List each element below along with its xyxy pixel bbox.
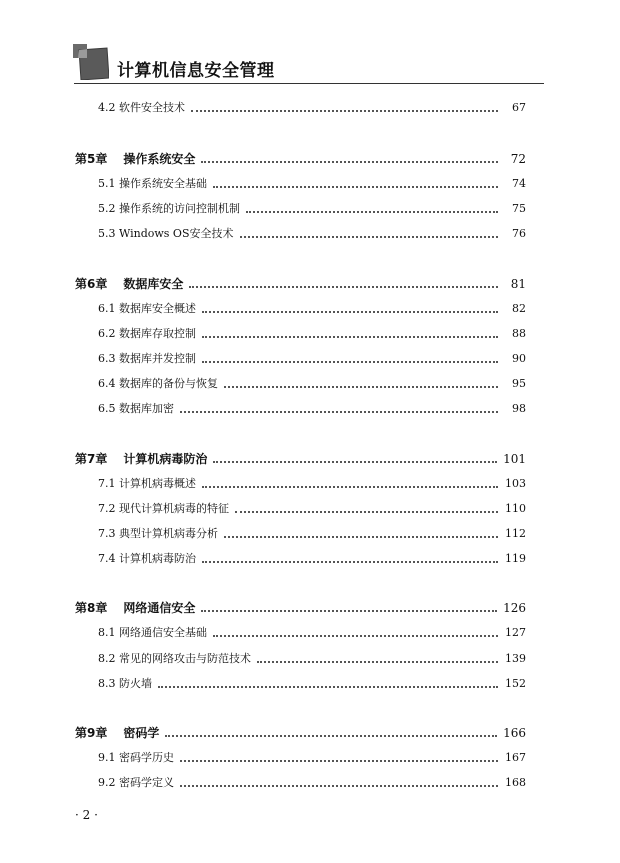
section-title: Windows OS安全技术 [119, 227, 234, 241]
section-page: 82 [512, 301, 526, 315]
section-number: 6.2 [98, 326, 116, 340]
toc-section-entry[interactable] [98, 548, 526, 566]
section-number: 4.2 [98, 101, 116, 114]
chapter-title: 计算机病毒防治 [123, 451, 208, 466]
toc-section-entry[interactable] [98, 673, 526, 691]
section-number: 5.2 [98, 202, 116, 216]
toc-section-entry[interactable] [98, 772, 526, 790]
toc-chapter-entry[interactable] [75, 148, 526, 166]
toc-chapter-entry[interactable] [75, 448, 526, 466]
section-page: 90 [512, 352, 526, 365]
section-number: 6.1 [98, 301, 116, 315]
section-title: 防火墙 [119, 676, 152, 690]
section-page: 74 [512, 177, 526, 190]
book-title: 计算机信息安全管理 [117, 61, 275, 81]
chapter-title: 网络通信安全 [123, 601, 196, 616]
section-label [98, 377, 218, 391]
header-divider [74, 83, 544, 84]
dot-leader [180, 785, 498, 787]
section-title: 数据库安全概述 [119, 301, 196, 315]
dot-leader [191, 110, 498, 112]
section-page: 112 [505, 527, 526, 540]
dot-leader [202, 311, 498, 313]
chapter-number: 第6章 [75, 276, 108, 291]
toc-section-entry[interactable] [98, 523, 526, 541]
section-page: 103 [505, 476, 526, 490]
section-title: 典型计算机病毒分析 [119, 527, 218, 540]
toc-section-entry[interactable] [98, 348, 526, 366]
toc-section-entry[interactable] [98, 473, 526, 491]
section-title: 操作系统安全基础 [119, 177, 207, 190]
dot-leader [180, 411, 498, 413]
section-page: 98 [512, 402, 526, 416]
section-title: 操作系统的访问控制机制 [119, 202, 240, 216]
chapter-title: 密码学 [123, 726, 160, 740]
section-title: 密码学历史 [119, 751, 174, 764]
section-number: 7.2 [98, 501, 116, 515]
toc-section-entry[interactable] [98, 323, 526, 341]
section-label [98, 302, 196, 316]
section-title: 密码学定义 [119, 776, 174, 790]
section-label [98, 527, 218, 541]
toc-section-entry[interactable] [98, 622, 526, 640]
section-label [98, 652, 251, 666]
section-title: 计算机病毒概述 [119, 476, 196, 490]
section-label [98, 552, 196, 566]
section-label [98, 202, 240, 216]
toc-section-entry[interactable] [98, 223, 526, 241]
section-label [98, 402, 174, 416]
section-title: 常见的网络攻击与防范技术 [119, 651, 251, 665]
dot-leader [158, 686, 498, 688]
section-page: 110 [505, 501, 526, 515]
chapter-title: 操作系统安全 [123, 152, 196, 166]
toc-section-entry[interactable] [98, 298, 526, 316]
dot-leader [224, 536, 498, 538]
dot-leader [213, 461, 497, 463]
dot-leader [202, 361, 498, 363]
dot-leader [201, 610, 497, 612]
dot-leader [235, 511, 498, 513]
section-page: 152 [505, 676, 526, 690]
chapter-number: 第8章 [75, 601, 108, 616]
section-title: 计算机病毒防治 [119, 552, 196, 566]
section-page: 67 [512, 101, 526, 114]
toc-section-entry[interactable] [98, 198, 526, 216]
section-page: 95 [512, 377, 526, 391]
chapter-page: 72 [510, 152, 526, 166]
toc-chapter-entry[interactable] [75, 273, 526, 291]
dot-leader [246, 211, 498, 213]
section-page: 167 [505, 751, 526, 764]
section-title: 数据库存取控制 [119, 326, 196, 340]
section-label [98, 227, 234, 241]
section-number: 6.3 [98, 352, 116, 365]
section-number: 7.1 [98, 476, 116, 490]
section-number: 6.5 [98, 402, 116, 416]
section-number: 5.3 [98, 227, 116, 241]
toc-chapter-entry[interactable] [75, 722, 526, 740]
section-number: 6.4 [98, 377, 116, 391]
toc-section-entry[interactable] [98, 373, 526, 391]
section-label [98, 677, 152, 691]
toc-section-entry[interactable] [98, 398, 526, 416]
dot-leader [201, 161, 498, 163]
chapter-page: 101 [503, 451, 526, 466]
section-label [98, 776, 174, 790]
section-page: 127 [505, 626, 526, 640]
section-title: 数据库的备份与恢复 [119, 377, 218, 391]
section-number: 8.1 [98, 626, 116, 640]
dot-leader [257, 661, 498, 663]
section-label [98, 352, 196, 366]
dot-leader [202, 336, 498, 338]
section-label [98, 327, 196, 341]
chapter-number: 第7章 [75, 451, 108, 466]
chapter-number: 第9章 [75, 726, 108, 740]
toc-section-entry[interactable] [98, 498, 526, 516]
dot-leader [202, 486, 498, 488]
section-number: 7.4 [98, 552, 116, 566]
dot-leader [213, 635, 498, 637]
section-page: 75 [512, 202, 526, 216]
dot-leader [213, 186, 498, 188]
section-page: 76 [512, 227, 526, 241]
chapter-title: 数据库安全 [123, 276, 184, 291]
section-label [98, 101, 185, 115]
section-number: 9.1 [98, 751, 116, 764]
dot-leader [240, 236, 499, 238]
toc-chapter-entry[interactable] [75, 597, 526, 615]
section-title: 数据库并发控制 [119, 352, 196, 365]
chapter-page: 81 [510, 276, 526, 291]
section-page: 168 [505, 776, 526, 790]
dot-leader [202, 561, 498, 563]
book-corner-icon [73, 44, 109, 80]
toc-section-entry[interactable] [98, 747, 526, 765]
section-number: 5.1 [98, 177, 116, 190]
chapter-number: 第5章 [75, 152, 108, 166]
section-number: 9.2 [98, 776, 116, 790]
section-label [98, 751, 174, 765]
dot-leader [180, 760, 498, 762]
section-number: 8.2 [98, 651, 116, 665]
page-number: · 2 · [75, 808, 98, 822]
section-label [98, 177, 207, 191]
chapter-page: 126 [503, 601, 526, 616]
section-number: 8.3 [98, 676, 116, 690]
toc-section-entry[interactable] [98, 97, 526, 115]
section-number: 7.3 [98, 527, 116, 540]
toc-section-entry[interactable] [98, 173, 526, 191]
chapter-page: 166 [503, 726, 526, 740]
section-label [98, 626, 207, 640]
toc-section-entry[interactable] [98, 648, 526, 666]
section-page: 139 [505, 651, 526, 665]
section-title: 软件安全技术 [119, 101, 185, 114]
dot-leader [224, 386, 498, 388]
section-label [98, 502, 229, 516]
section-title: 网络通信安全基础 [119, 626, 207, 640]
dot-leader [189, 286, 498, 288]
section-page: 88 [512, 326, 526, 340]
section-title: 现代计算机病毒的特征 [119, 501, 229, 515]
dot-leader [165, 735, 497, 737]
section-title: 数据库加密 [119, 402, 174, 416]
section-label [98, 477, 196, 491]
section-page: 119 [505, 552, 526, 566]
